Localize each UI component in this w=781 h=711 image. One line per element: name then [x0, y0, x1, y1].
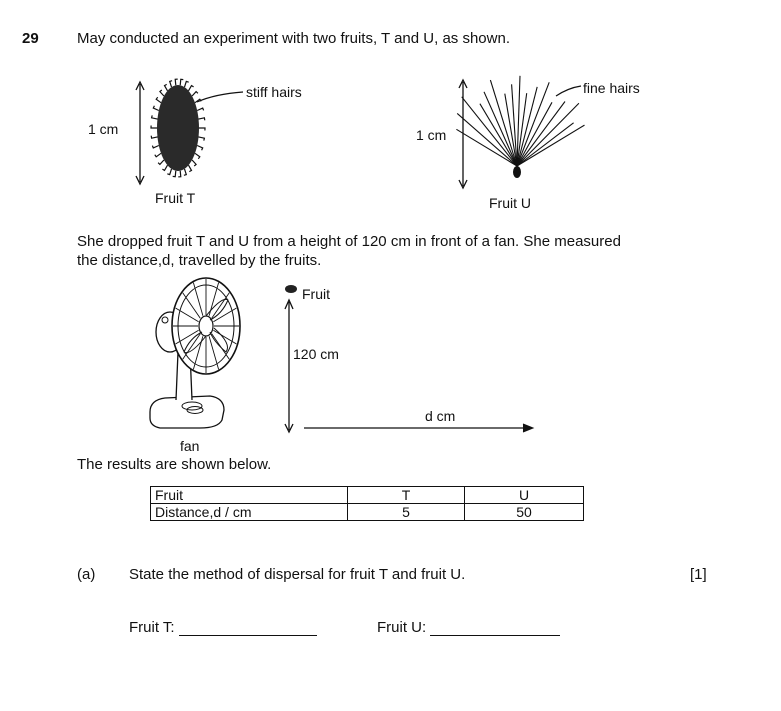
table-cell: Distance,d / cm [151, 504, 348, 521]
results-table [150, 486, 584, 521]
answer-fruit-u [377, 619, 560, 636]
table-header-row [151, 487, 584, 504]
setup-line-1: She dropped fruit T and U from a height of 120 cm in front of a fan. She measured [77, 233, 621, 250]
answer-fruit-t-blank[interactable] [179, 621, 317, 636]
setup-line-2: the distance,d, travelled by the fruits. [77, 252, 322, 269]
table-header-cell: T [348, 487, 465, 504]
table-row [151, 504, 584, 521]
fruit-u-hair-label: fine hairs [583, 80, 640, 96]
answer-fruit-u-label: Fruit U: [377, 619, 427, 636]
fruit-u-size-label: 1 cm [416, 127, 447, 143]
table-header-cell: U [465, 487, 584, 504]
height-label: 120 cm [293, 346, 339, 362]
part-a-label: (a) [77, 566, 96, 583]
table-cell: 5 [348, 504, 465, 521]
question-intro: May conducted an experiment with two fruits, T and U, as shown. [77, 30, 510, 47]
table-cell: 50 [465, 504, 584, 521]
fruit-t-size-label: 1 cm [88, 121, 119, 137]
answer-fruit-t [129, 619, 317, 636]
table-header-cell: Fruit [151, 487, 348, 504]
fruit-t-caption: Fruit T [155, 190, 196, 206]
distance-label: d cm [425, 408, 456, 424]
answer-fruit-t-label: Fruit T: [129, 619, 175, 636]
fan-label: fan [180, 438, 200, 454]
fruit-t-hair-label: stiff hairs [246, 84, 302, 100]
results-intro: The results are shown below. [77, 456, 272, 473]
part-a-question: State the method of dispersal for fruit T and fruit U. [129, 566, 466, 583]
fruit-label: Fruit [302, 286, 330, 302]
fruit-u-caption: Fruit U [489, 195, 531, 211]
part-a-marks: [1] [690, 566, 707, 583]
question-number: 29 [22, 30, 39, 47]
answer-fruit-u-blank[interactable] [430, 621, 560, 636]
